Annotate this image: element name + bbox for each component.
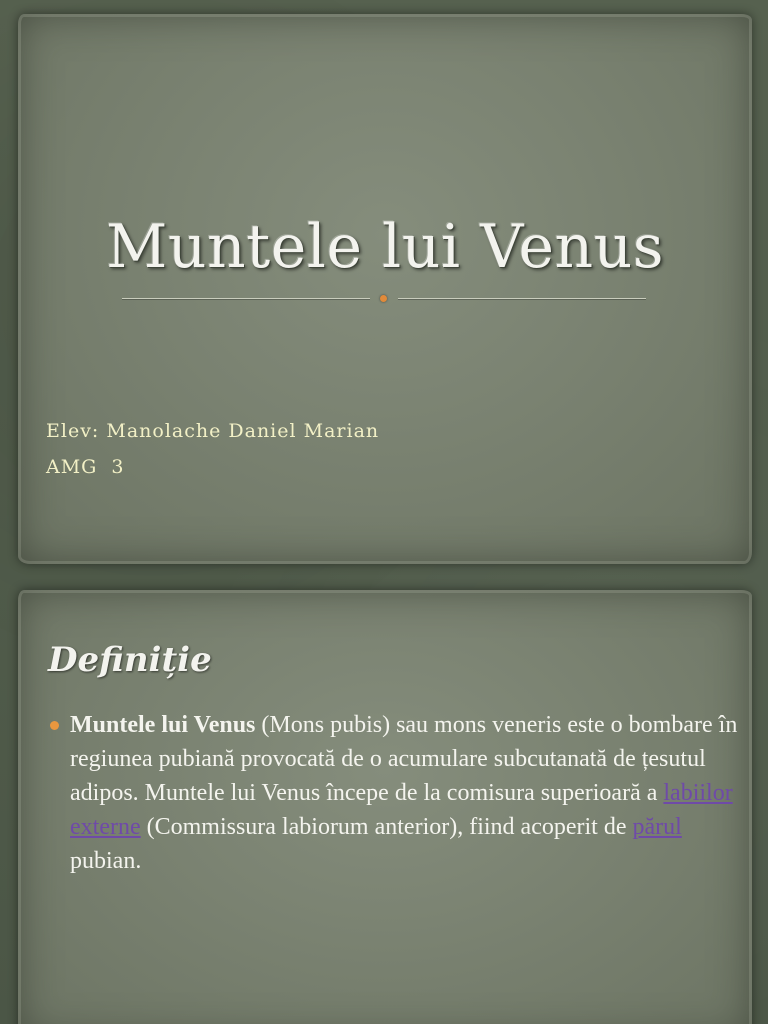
bullet-item xyxy=(48,708,738,878)
link-labiilor-externe[interactable]: labiilor externe xyxy=(70,780,733,840)
title-slide xyxy=(18,14,752,564)
divider-line-left xyxy=(122,298,370,299)
bullet-text-part1: (Mons pubis) sau mons veneris este o bombare în regiunea pubiană provocată de o acumulare subcutanată de țesutul adipos. Muntele lui Venus începe de la comisura superioară a xyxy=(70,712,738,806)
slide-title: Muntele lui Venus xyxy=(105,212,665,282)
divider-dot-icon xyxy=(380,295,387,302)
slide-heading: Definiție xyxy=(48,640,212,680)
divider-line-right xyxy=(398,298,646,299)
title-divider xyxy=(122,296,646,302)
bullet-text-part2: (Commissura labiorum anterior), fiind acoperit de xyxy=(140,814,633,840)
bullet-list xyxy=(48,708,738,878)
bullet-icon xyxy=(50,721,59,730)
bullet-term: Muntele lui Venus xyxy=(70,712,256,738)
link-parul[interactable]: părul xyxy=(632,814,682,840)
author-line: Elev: Manolache Daniel Marian xyxy=(46,420,380,442)
class-line: AMG 3 xyxy=(46,456,125,478)
bullet-text-part3: pubian. xyxy=(70,848,142,874)
definition-slide xyxy=(18,590,752,1024)
